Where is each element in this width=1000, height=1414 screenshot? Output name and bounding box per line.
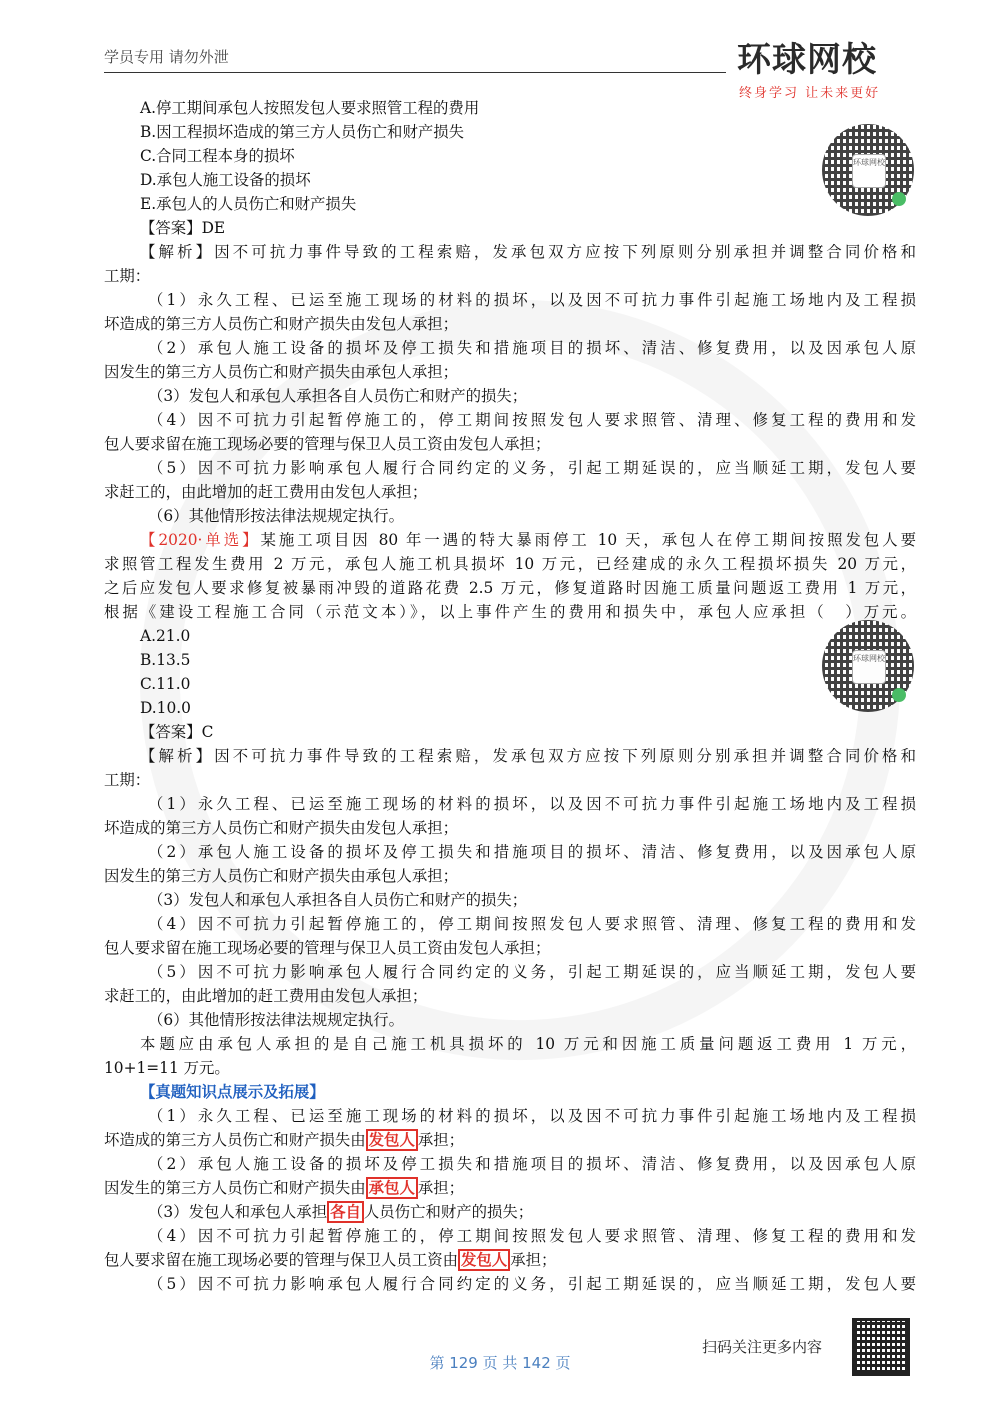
- header-notice: 学员专用 请勿外泄: [104, 48, 229, 66]
- question-line: 求照管工程发生费用 2 万元，承包人施工机具损坏 10 万元，已经建成的永久工程损坏损失 20 万元，: [104, 555, 916, 573]
- header-divider: [104, 72, 726, 73]
- option-line: D.10.0: [140, 699, 191, 717]
- option-line: C.合同工程本身的损坏: [140, 147, 295, 165]
- option-line: C.11.0: [140, 675, 191, 693]
- analysis-line: （3）发包人和承包人承担各自人员伤亡和财产的损失；: [148, 891, 528, 909]
- answer-line: 【答案】C: [140, 723, 214, 741]
- explanation-line: 10+1=11 万元。: [104, 1059, 230, 1077]
- analysis-line: 包人要求留在施工现场必要的管理与保卫人员工资由发包人承担；: [104, 939, 551, 957]
- answer-line: 【答案】DE: [140, 219, 226, 237]
- extension-line: （3）发包人和承包人承担 各自 人员伤亡和财产的损失；: [148, 1203, 534, 1221]
- analysis-line: 包人要求留在施工现场必要的管理与保卫人员工资由发包人承担；: [104, 435, 551, 453]
- extension-line: 包人要求留在施工现场必要的管理与保卫人员工资由 发包人 承担；: [104, 1251, 557, 1269]
- analysis-line: （2）承包人施工设备的损坏及停工损失和措施项目的损坏、清洁、修复费用，以及因承包人原: [148, 843, 916, 861]
- extension-line: （5）因不可抗力影响承包人履行合同约定的义务，引起工期延误的，应当顺延工期，发包人要: [148, 1275, 916, 1293]
- brand-logo: [737, 40, 915, 101]
- option-line: A.停工期间承包人按照发包人要求照管工程的费用: [140, 99, 480, 117]
- highlight-box: 承包人: [366, 1177, 418, 1199]
- analysis-line: （3）发包人和承包人承担各自人员伤亡和财产的损失；: [148, 387, 528, 405]
- analysis-line: （1）永久工程、已运至施工现场的材料的损坏，以及因不可抗力事件引起施工场地内及工程损: [148, 291, 916, 309]
- analysis-line: 求赶工的，由此增加的赶工费用由发包人承担；: [104, 987, 428, 1005]
- highlight-box: 发包人: [458, 1249, 510, 1271]
- qr-logo: 环球网校: [852, 650, 886, 684]
- main-content: [104, 96, 916, 1296]
- question-line: 根据《建设工程施工合同（示范文本）》，以上事件产生的费用和损失中，承包人应承担（ ）万元。: [104, 603, 916, 621]
- analysis-line: （4）因不可抗力引起暂停施工的，停工期间按照发包人要求照管、清理、修复工程的费用和发: [148, 411, 916, 429]
- question-line: 【2020·单选】某施工项目因 80 年一遇的特大暴雨停工 10 天，承包人在停工期间按照发包人要: [140, 531, 916, 549]
- scan-prompt: 扫码关注更多内容: [702, 1338, 823, 1356]
- brand-slogan: 终身学习 让未来更好: [739, 86, 881, 101]
- page-number: 第 129 页 共 142 页: [429, 1354, 571, 1372]
- analysis-line: 工期：: [104, 267, 151, 285]
- extension-line: （2）承包人施工设备的损坏及停工损失和措施项目的损坏、清洁、修复费用，以及因承包人原: [148, 1155, 916, 1173]
- qr-logo: 环球网校: [852, 154, 886, 188]
- analysis-line: 坏造成的第三方人员伤亡和财产损失由发包人承担；: [104, 315, 458, 333]
- analysis-line: （1）永久工程、已运至施工现场的材料的损坏，以及因不可抗力事件引起施工场地内及工程损: [148, 795, 916, 813]
- highlight-box: 各自: [327, 1201, 364, 1223]
- question-tag: 【2020·单选】: [140, 531, 261, 549]
- option-line: B.因工程损坏造成的第三方人员伤亡和财产损失: [140, 123, 465, 141]
- option-line: E.承包人的人员伤亡和财产损失: [140, 195, 357, 213]
- analysis-line: （6）其他情形按法律法规规定执行。: [148, 507, 405, 525]
- option-line: A.21.0: [140, 627, 191, 645]
- analysis-line: 工期：: [104, 771, 151, 789]
- brand-name: 环球网校: [737, 40, 877, 80]
- section-title: 【真题知识点展示及拓展】: [140, 1083, 325, 1101]
- analysis-line: （4）因不可抗力引起暂停施工的，停工期间按照发包人要求照管、清理、修复工程的费用和发: [148, 915, 916, 933]
- highlight-box: 发包人: [366, 1129, 418, 1151]
- extension-line: 坏造成的第三方人员伤亡和财产损失由 发包人 承担；: [104, 1131, 465, 1149]
- explanation-line: 本题应由承包人承担的是自己施工机具损坏的 10 万元和因施工质量问题返工费用 1 万元，: [140, 1035, 916, 1053]
- question-line: 之后应发包人要求修复被暴雨冲毁的道路花费 2.5 万元，修复道路时因施工质量问题返工费用 1 万元，: [104, 579, 916, 597]
- analysis-line: （6）其他情形按法律法规规定执行。: [148, 1011, 405, 1029]
- option-line: D.承包人施工设备的损坏: [140, 171, 311, 189]
- analysis-line: 因发生的第三方人员伤亡和财产损失由承包人承担；: [104, 867, 458, 885]
- analysis-line: 【解析】因不可抗力事件导致的工程索赔，发承包双方应按下列原则分别承担并调整合同价格和: [140, 243, 916, 261]
- extension-line: 因发生的第三方人员伤亡和财产损失由 承包人 承担；: [104, 1179, 465, 1197]
- extension-line: （1）永久工程、已运至施工现场的材料的损坏，以及因不可抗力事件引起施工场地内及工程损: [148, 1107, 916, 1125]
- analysis-line: （5）因不可抗力影响承包人履行合同约定的义务，引起工期延误的，应当顺延工期，发包人要: [148, 963, 916, 981]
- analysis-line: 【解析】因不可抗力事件导致的工程索赔，发承包双方应按下列原则分别承担并调整合同价格和: [140, 747, 916, 765]
- extension-line: （4）因不可抗力引起暂停施工的，停工期间按照发包人要求照管、清理、修复工程的费用和发: [148, 1227, 916, 1245]
- analysis-line: （2）承包人施工设备的损坏及停工损失和措施项目的损坏、清洁、修复费用，以及因承包人原: [148, 339, 916, 357]
- option-line: B.13.5: [140, 651, 191, 669]
- analysis-line: 坏造成的第三方人员伤亡和财产损失由发包人承担；: [104, 819, 458, 837]
- analysis-line: 因发生的第三方人员伤亡和财产损失由承包人承担；: [104, 363, 458, 381]
- analysis-line: （5）因不可抗力影响承包人履行合同约定的义务，引起工期延误的，应当顺延工期，发包人要: [148, 459, 916, 477]
- analysis-line: 求赶工的，由此增加的赶工费用由发包人承担；: [104, 483, 428, 501]
